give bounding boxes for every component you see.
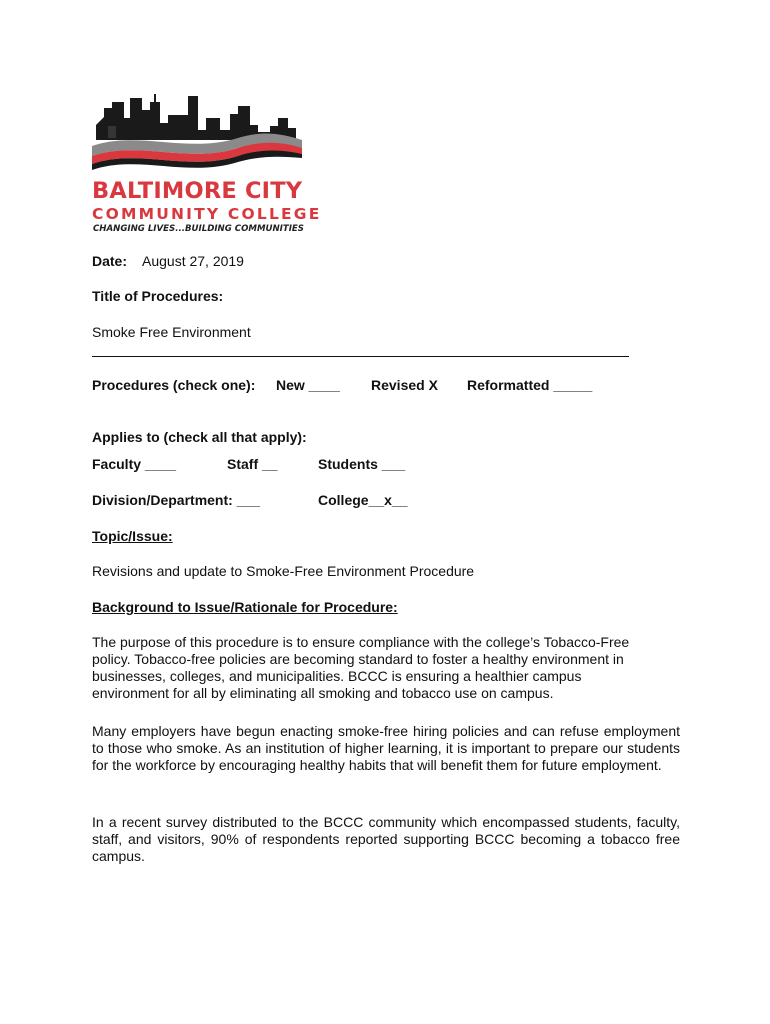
logo-line-1: BALTIMORE CITY — [92, 178, 303, 204]
paragraph-3: In a recent survey distributed to the BCCC community which encompassed students, faculty, staff, and visitors, 90% of respondents reported supporting BCCC becoming a tobacco free campus. — [92, 814, 680, 864]
background-heading: Background to Issue/Rationale for Procedure: — [92, 599, 398, 615]
applies-faculty: Faculty ____ — [92, 456, 177, 472]
college-logo — [88, 90, 322, 240]
date-value: August 27, 2019 — [142, 253, 244, 269]
paragraph-1-line: environment for all by eliminating all smoking and tobacco use on campus. — [92, 685, 554, 701]
paragraph-1-line: policy. Tobacco-free policies are becoming standard to foster a healthy environment in — [92, 651, 624, 667]
title-underline — [92, 356, 629, 357]
logo-tagline: CHANGING LIVES...BUILDING COMMUNITIES — [93, 224, 304, 234]
paragraph-2: Many employers have begun enacting smoke-free hiring policies and can refuse employment to those who smoke. As an institution of higher learning, it is important to prepare our students for the workforce by encouraging healthy habits that will benefit them for future employment. — [92, 723, 680, 773]
applies-college: College__x__ — [318, 492, 408, 508]
topic-text: Revisions and update to Smoke-Free Environment Procedure — [92, 563, 475, 579]
title-label: Title of Procedures: — [92, 288, 224, 304]
applies-staff: Staff __ — [227, 456, 278, 472]
logo-line-2: COMMUNITY COLLEGE — [92, 205, 322, 223]
paragraph-1-line: The purpose of this procedure is to ensure compliance with the college’s Tobacco-Free — [92, 634, 630, 650]
procedures-new: New ____ — [276, 377, 340, 393]
procedures-reformatted: Reformatted _____ — [467, 377, 593, 393]
procedures-label: Procedures (check one): — [92, 377, 256, 393]
applies-division: Division/Department: ___ — [92, 492, 261, 508]
skyline-icon — [88, 90, 308, 180]
date-label: Date: — [92, 253, 128, 269]
applies-students: Students ___ — [318, 456, 406, 472]
applies-label: Applies to (check all that apply): — [92, 429, 307, 445]
procedures-revised: Revised X — [371, 377, 438, 393]
paragraph-1-line: businesses, colleges, and municipalities. BCCC is ensuring a healthier campus — [92, 668, 582, 684]
title-value: Smoke Free Environment — [92, 324, 251, 340]
topic-heading: Topic/Issue: — [92, 528, 173, 544]
